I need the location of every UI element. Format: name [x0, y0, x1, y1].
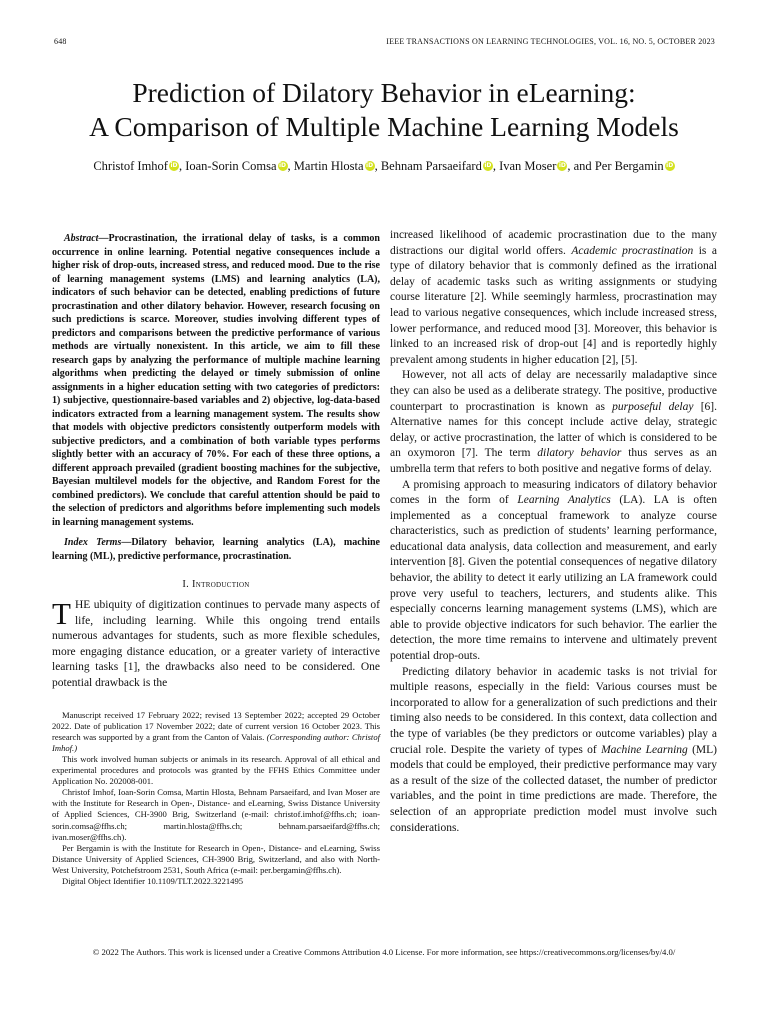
- emphasis: dilatory behavior: [537, 447, 622, 460]
- drop-cap: T: [52, 596, 71, 631]
- orcid-icon[interactable]: iD: [366, 162, 374, 169]
- author-name: Per Bergamin: [594, 159, 664, 173]
- footnote-manuscript: [52, 710, 380, 754]
- paper-title: [40, 76, 728, 144]
- body-paragraph: [390, 228, 717, 368]
- body-text: (LA). LA is often implemented as a conceptual framework to analyze course characteristics, such as prediction of students’ learning performance, educational data analysis, data collection and measurement, and early intervention [8]. Given the potential consequences of negative dilatory behavior, the ability to detect it early utilizing an LA framework could prove very useful to teachers, lecturers, and students alike. This especially concerns learning management systems (LMS), which are able to provide objective indicators for such behavior. The earlier the detection, the more time remains to intervene and ultimately prevent potential drop-outs.: [390, 494, 718, 663]
- body-text: thus serves as an umbrella term that refers to both positive and negative forms of delay.: [390, 447, 718, 475]
- title-line-1: Prediction of Dilatory Behavior in eLearning:: [132, 77, 636, 108]
- journal-name: IEEE TRANSACTIONS ON LEARNING TECHNOLOGIES, VOL. 16, NO. 5, OCTOBER 2023: [386, 37, 715, 46]
- body-text: However, not all acts of delay are necessarily maladaptive since they can also be used as a deliberate strategy. The positive, productive counterpart to procrastination is known as: [390, 369, 717, 413]
- page-number: 648: [54, 37, 67, 46]
- body-paragraph: [390, 478, 717, 665]
- intro-text: ubiquity of digitization continues to pervade many aspects of life, including learning. While this ongoing trend entails numerous advantages for students, such as more flexible schedules, more engaging distance education, or a greater variety of interactive learning tasks [1], the drawbacks also need to be considered. One potential drawback is the: [52, 599, 380, 689]
- footnote-ethics: This work involved human subjects or animals in its research. Approval of all ethical and experimental procedures and protocols was granted by the FFHS Ethics Committee under Application No. 202008-001.: [52, 753, 380, 787]
- author-separator: , and: [567, 159, 595, 173]
- footnote-text: Manuscript received 17 February 2022; revised 13 September 2022; accepted 29 October 2022. Date of publication 17 November 2022; date of current version 16 October 2023. This research was supported by a grant from the Canton of Valais.: [52, 709, 380, 742]
- orcid-icon[interactable]: iD: [484, 162, 492, 169]
- author-name: Ioan-Sorin Comsa: [185, 159, 277, 173]
- body-text: increased likelihood of academic procrastination due to the many distractions our digital world offers.: [390, 229, 717, 257]
- emphasis: purposeful delay: [612, 400, 694, 413]
- body-text: (ML) models that could be employed, their predictive performance may vary as a result of the size of the collected dataset, the number of predictor variables, and the point in time predictions are made. Therefore, the selection of an appropriate prediction model must involve such considerations.: [390, 743, 717, 834]
- index-terms-text: —Dilatory behavior, learning analytics (LA), machine learning (ML), predictive performance, procrastination.: [52, 537, 380, 562]
- orcid-icon[interactable]: iD: [666, 162, 674, 169]
- body-text: [6]. Alternative names for this concept include active delay, strategic delay, or active procrastination, the latter of which is considered to be an oxymoron [7]. The term: [390, 400, 717, 460]
- title-line-2: A Comparison of Multiple Machine Learning Models: [89, 111, 679, 142]
- index-terms-label: Index Terms: [64, 537, 122, 548]
- section-title: Introduction: [192, 579, 250, 590]
- corresponding-author: (Corresponding author: Christof Imhof.): [52, 731, 381, 753]
- abstract: [52, 232, 380, 529]
- body-paragraph: [390, 665, 717, 837]
- orcid-icon[interactable]: iD: [279, 162, 287, 169]
- body-text: Predicting dilatory behavior in academic tasks is not trivial for multiple reasons, especially in the field: Various courses must be incorporated to allow for a generalization of such predictions and their timing also needs to be considered. In this context, data collection and the type of variables (be they predictors or outcome variables) play a crucial role. Despite the variety of types of: [390, 665, 717, 756]
- orcid-icon[interactable]: iD: [558, 162, 566, 169]
- right-column: [390, 228, 717, 836]
- body-paragraph: [390, 368, 717, 477]
- author-separator: ,: [492, 159, 500, 173]
- body-text: is a type of dilatory behavior that is commonly defined as the irrational delay of academic tasks such as writing assignments or studying course literature [2]. While seemingly harmless, procrastination may lead to various negative consequences, which include increased stress, lower performance, and reduced mood [3]. Moreover, this behavior is linked to an increased risk of drop-out [4] and is reportedly highly prevalent among students in higher education [2], [5].: [390, 244, 717, 366]
- index-terms: [52, 536, 380, 563]
- abstract-text: —Procrastination, the irrational delay of tasks, is a common occurrence in online learning. Potential negative consequences include a higher risk of drop-outs, increased stress, and reduced mood. Due to the rise of learning management systems (LMS) and learning analytics (LA), indicators of such behavior can be detected, enabling predictions of future procrastination and other dilatory behavior. However, research focusing on such predictions is scarce. Moreover, studies involving different types of predictors and comparisons between the predictive performance of various methods are virtually nonexistent. In this article, we aim to fill these research gaps by analyzing the performance of multiple machine learning algorithms when predicting the delayed or timely submission of online assignments in a higher education setting with two categories of predictors: 1) subjective, questionnaire-based variables and 2) objective, log-data-based indicators extracted from a learning management system. The results show that models with objective predictors consistently outperform models with subjective predictors, and a combination of both variable types performs slightly better with an accuracy of 70%. For each of these three options, a different approach prevailed (gradient boosting machines for the subjective, Bayesian multilevel models for the objective, and Random Forest for the combined predictors). We conclude that careful attention should be paid to the selection of predictors and algorithms before implementing such models in learning management systems.: [52, 233, 380, 528]
- author-name: Behnam Parsaeifard: [380, 159, 482, 173]
- author-separator: ,: [287, 159, 294, 173]
- author-separator: ,: [374, 159, 381, 173]
- left-column: [52, 228, 380, 887]
- author-list: [30, 158, 738, 174]
- footnote-affiliation-1: Christof Imhof, Ioan-Sorin Comsa, Martin Hlosta, Behnam Parsaeifard, and Ivan Moser are with the Institute for Research in Open-, Distance- and eLearning, Swiss Distance University of Applied Sciences, CH-3900 Brig, Switzerland (e-mail: christof.imhof@ffhs.ch; ioan-sorin.comsa@ffhs.ch; martin.hlosta@ffhs.ch; behnam.parsaeifard@ffhs.ch; ivan.moser@ffhs.ch).: [52, 787, 380, 842]
- running-header: [54, 37, 715, 51]
- intro-caps: HE: [74, 599, 91, 611]
- author-name: Christof Imhof: [93, 159, 168, 173]
- orcid-icon[interactable]: iD: [170, 162, 178, 169]
- author-name: Martin Hlosta: [293, 159, 364, 173]
- intro-paragraph: [52, 598, 380, 692]
- author-separator: ,: [178, 159, 186, 173]
- footnotes: [52, 710, 380, 888]
- license-notice: © 2022 The Authors. This work is licensed under a Creative Commons Attribution 4.0 License. For more information, see https://creativecommons.org/licenses/by/4.0/: [92, 947, 676, 957]
- emphasis: Learning Analytics: [517, 494, 611, 507]
- emphasis: Machine Learning: [601, 743, 688, 756]
- section-number: I.: [182, 579, 192, 590]
- author-name: Ivan Moser: [499, 159, 557, 173]
- footnote-affiliation-2: Per Bergamin is with the Institute for Research in Open-, Distance- and eLearning, Swiss Distance University of Applied Sciences, CH-3900 Brig, Switzerland, and also with North-West University, Potchefstroom 2531, South Africa (e-mail: per.bergamin@ffhs.ch).: [52, 842, 380, 875]
- emphasis: Academic procrastination: [571, 244, 694, 257]
- abstract-label: Abstract: [64, 233, 99, 244]
- body-text: A promising approach to measuring indicators of dilatory behavior comes in the form of: [390, 478, 717, 507]
- footnote-doi: Digital Object Identifier 10.1109/TLT.2022.3221495: [62, 875, 244, 886]
- section-heading: [52, 579, 380, 590]
